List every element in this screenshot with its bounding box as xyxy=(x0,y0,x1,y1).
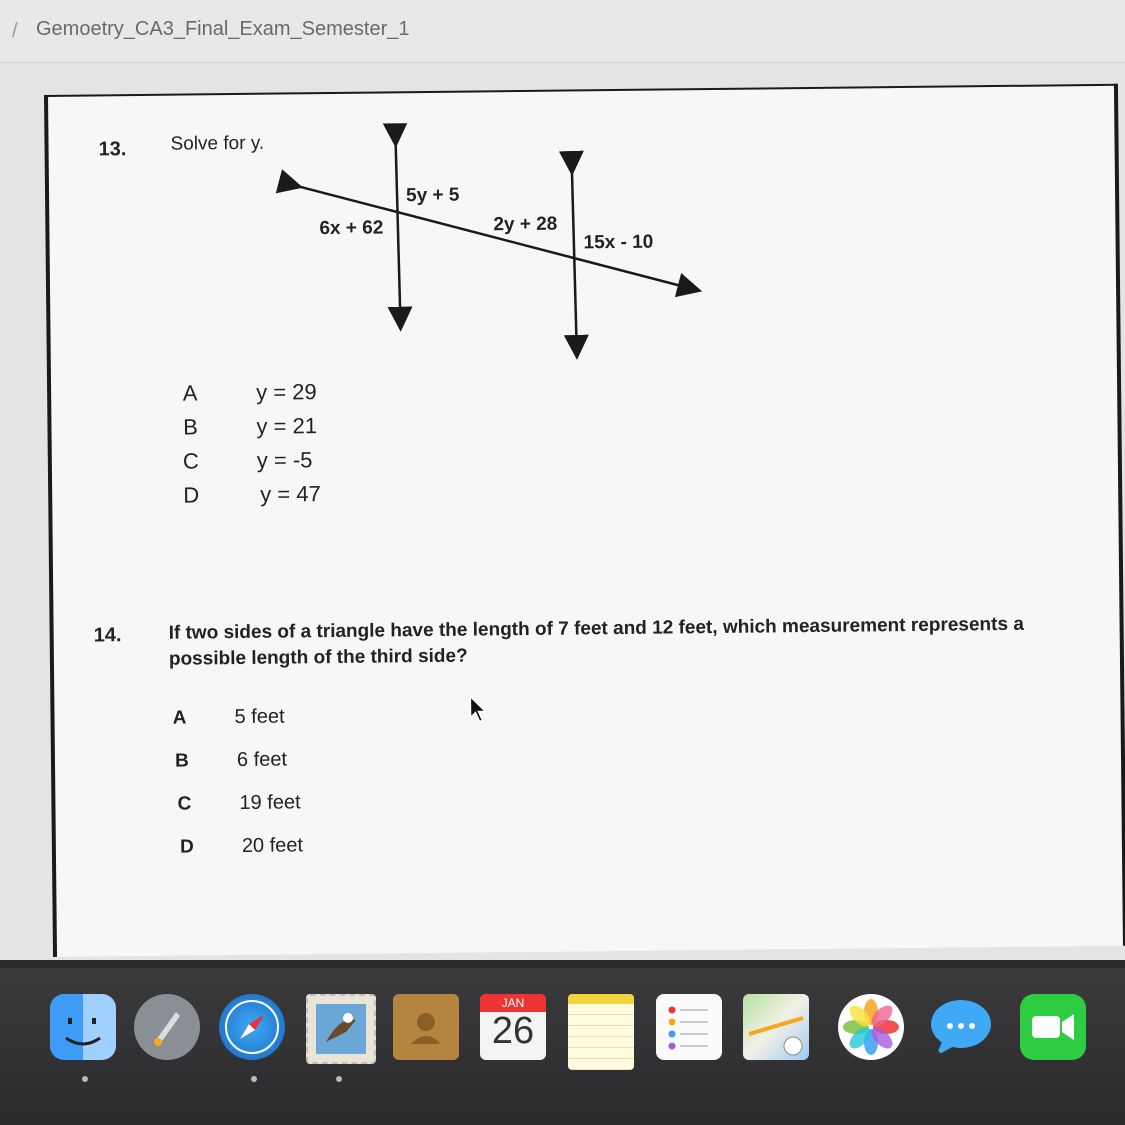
label-6x-plus-62: 6x + 62 xyxy=(319,217,384,240)
label-5y-plus-5: 5y + 5 xyxy=(405,184,460,207)
breadcrumb-separator: / xyxy=(12,20,18,42)
option-value: y = 21 xyxy=(256,413,318,439)
mouse-cursor-icon xyxy=(469,695,487,728)
calendar-icon[interactable] xyxy=(480,994,546,1060)
running-indicator xyxy=(336,1076,342,1082)
document-title[interactable]: Gemoetry_CA3_Final_Exam_Semester_1 xyxy=(36,18,410,40)
document-page xyxy=(44,84,1125,957)
notes-icon[interactable] xyxy=(568,994,634,1070)
option-letter: D xyxy=(183,482,200,508)
messages-icon[interactable] xyxy=(928,994,994,1060)
reminders-icon[interactable] xyxy=(656,994,722,1060)
dock xyxy=(0,968,1125,1125)
option-letter: A xyxy=(182,380,198,406)
option-value: y = 29 xyxy=(255,379,317,405)
option-letter: C xyxy=(182,448,199,474)
question-13-number: 13. xyxy=(98,138,127,161)
launchpad-icon[interactable] xyxy=(134,994,200,1060)
transversal-diagram xyxy=(268,120,710,365)
window-titlebar xyxy=(0,0,1125,63)
parallel-line-right xyxy=(572,163,577,347)
calendar-day: 26 xyxy=(491,1010,535,1052)
option-letter: B xyxy=(183,414,198,440)
option-letter: B xyxy=(174,750,189,772)
label-2y-plus-28: 2y + 28 xyxy=(493,213,558,236)
running-indicator xyxy=(82,1076,88,1082)
option-value: 6 feet xyxy=(236,748,288,772)
mail-icon[interactable] xyxy=(306,994,376,1064)
label-15x-minus-10: 15x - 10 xyxy=(583,231,654,254)
option-value: 20 feet xyxy=(241,834,304,857)
maps-icon[interactable] xyxy=(743,994,809,1060)
question-14-number: 14. xyxy=(93,624,122,647)
running-indicator xyxy=(251,1076,257,1082)
transversal-diagram-svg xyxy=(268,120,710,365)
parallel-line-left xyxy=(395,135,400,319)
safari-icon[interactable] xyxy=(219,994,285,1060)
option-value: y = -5 xyxy=(256,447,313,473)
option-value: y = 47 xyxy=(260,481,321,507)
photos-icon[interactable] xyxy=(838,994,904,1060)
option-letter: A xyxy=(172,707,187,729)
option-letter: D xyxy=(179,836,194,858)
contacts-icon[interactable] xyxy=(393,994,459,1060)
option-value: 5 feet xyxy=(234,705,285,729)
option-letter: C xyxy=(177,793,192,815)
question-14-prompt: If two sides of a triangle have the length of 7 feet and 12 feet, which measurement represents a possible length of the third side? xyxy=(168,613,1024,670)
question-13-prompt: Solve for y. xyxy=(170,132,265,155)
facetime-icon[interactable] xyxy=(1020,994,1086,1060)
option-value: 19 feet xyxy=(239,791,301,814)
calendar-month: JAN xyxy=(480,994,546,1012)
finder-icon[interactable] xyxy=(50,994,116,1060)
